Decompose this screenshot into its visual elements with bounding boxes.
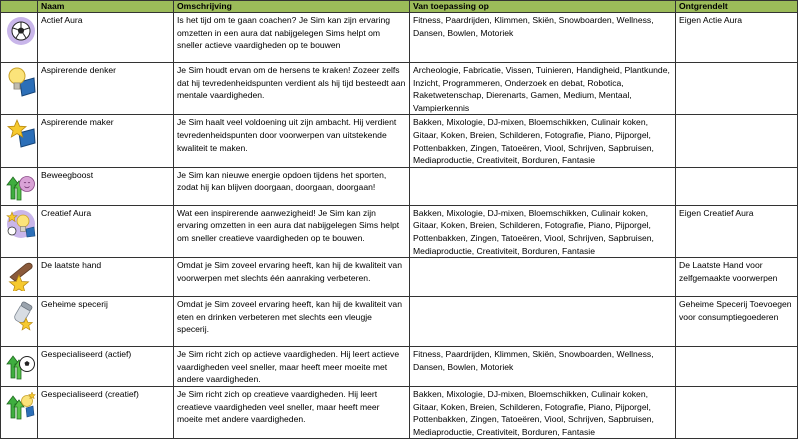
perk-name: Creatief Aura: [38, 205, 174, 257]
perk-applies: Fitness, Paardrijden, Klimmen, Skiën, Snowboarden, Wellness, Dansen, Bowlen, Motoriek: [410, 347, 676, 387]
perk-description: Omdat je Sim zoveel ervaring heeft, kan hij de kwaliteit van voorwerpen met slechts één aanraking verbeteren.: [174, 258, 410, 297]
table-row: [1, 167, 798, 205]
soccer-aura-icon: [6, 16, 36, 46]
perk-unlocks: Eigen Creatief Aura: [676, 205, 798, 257]
perk-applies: Bakken, Mixologie, DJ-mixen, Bloemschikken, Culinair koken, Gitaar, Koken, Breien, Schilderen, Fotografie, Piano, Pijporgel, Pottenbakken, Zingen, Tatoeëren, Viool, Schrijven, Sapbruisen, Mediaproductie, Creativiteit, Borduren, Fantasie: [410, 115, 676, 167]
hand-star-icon: [6, 261, 36, 291]
perk-name: Aspirerende denker: [38, 63, 174, 115]
header-unlocks: Ontgrendelt: [676, 1, 798, 13]
perk-name: Aspirerende maker: [38, 115, 174, 167]
perk-description: Je Sim houdt ervan om de hersens te kraken! Zozeer zelfs dat hij tevredenheidspunten verdient als hij tijd besteedt aan mentale vaardigheden.: [174, 63, 410, 115]
creative-aura-icon: [6, 209, 36, 239]
header-applies: Van toepassing op: [410, 1, 676, 13]
perk-applies: Bakken, Mixologie, DJ-mixen, Bloemschikken, Culinair koken, Gitaar, Koken, Breien, Schilderen, Fotografie, Piano, Pijporgel, Pottenbakken, Zingen, Tatoeëren, Viool, Schrijven, Sapbruisen, Mediaproductie, Creativiteit, Borduren, Fantasie: [410, 205, 676, 257]
perk-description: Wat een inspirerende aanwezigheid! Je Sim kan zijn ervaring omzetten in een aura dat nabijgelegen Sims helpt om sneller creatieve vaardigheden op te bouwen.: [174, 205, 410, 257]
perk-name: Gespecialiseerd (creatief): [38, 386, 174, 438]
perk-description: Omdat je Sim zoveel ervaring heeft, kan hij de kwaliteit van eten en drinken verbeteren met slechts een vleugje specerij.: [174, 297, 410, 347]
table-row: [1, 297, 798, 347]
table-row: [1, 258, 798, 297]
perk-unlocks: [676, 347, 798, 387]
perk-name: Geheime specerij: [38, 297, 174, 347]
lightbulb-book-icon: [6, 66, 36, 96]
perk-name: Actief Aura: [38, 13, 174, 63]
perk-unlocks: De Laatste Hand voor zelfgemaakte voorwerpen: [676, 258, 798, 297]
perk-unlocks: [676, 63, 798, 115]
arrows-soccer-icon: [6, 350, 36, 380]
perk-name: Beweegboost: [38, 167, 174, 205]
arrows-creative-icon: [6, 390, 36, 420]
perk-name: Gespecialiseerd (actief): [38, 347, 174, 387]
perk-name: De laatste hand: [38, 258, 174, 297]
perk-description: Je Sim richt zich op actieve vaardigheden. Hij leert actieve vaardigheden veel sneller, maar heeft meer moeite met andere vaardigheden.: [174, 347, 410, 387]
perk-description: Je Sim kan nieuwe energie opdoen tijdens het sporten, zodat hij kan blijven doorgaan, doorgaan, doorgaan!: [174, 167, 410, 205]
star-book-icon: [6, 118, 36, 148]
table-row: [1, 13, 798, 63]
perk-applies: Archeologie, Fabricatie, Vissen, Tuinieren, Handigheid, Plantkunde, Inzicht, Programmeren, Onderzoek en debat, Robotica, Raketwetenschap, Dierenarts, Gamen, Medium, Mentaal, Vampierkennis: [410, 63, 676, 115]
perk-applies: Fitness, Paardrijden, Klimmen, Skiën, Snowboarden, Wellness, Dansen, Bowlen, Motoriek: [410, 13, 676, 63]
perk-description: Je Sim haalt veel voldoening uit zijn ambacht. Hij verdient tevredenheidspunten door voorwerpen van uitstekende kwaliteit te maken.: [174, 115, 410, 167]
arrows-face-icon: [6, 171, 36, 201]
header-description: Omschrijving: [174, 1, 410, 13]
perk-applies: [410, 258, 676, 297]
table-row: [1, 115, 798, 167]
table-row: [1, 63, 798, 115]
perk-unlocks: Eigen Actie Aura: [676, 13, 798, 63]
header-icon: [1, 1, 38, 13]
salt-shaker-star-icon: [6, 300, 36, 330]
table-row: [1, 205, 798, 257]
perk-unlocks: Geheime Specerij Toevoegen voor consumptiegoederen: [676, 297, 798, 347]
table-row: [1, 386, 798, 438]
perk-unlocks: [676, 167, 798, 205]
perk-applies: [410, 167, 676, 205]
header-row: [1, 1, 798, 13]
perk-applies: [410, 297, 676, 347]
perk-unlocks: [676, 386, 798, 438]
perk-description: Is het tijd om te gaan coachen? Je Sim kan zijn ervaring omzetten in een aura dat nabijgelegen Sims helpt om sneller actieve vaardigheden op te bouwen: [174, 13, 410, 63]
perk-unlocks: [676, 115, 798, 167]
table-row: [1, 347, 798, 387]
perk-description: Je Sim richt zich op creatieve vaardigheden. Hij leert creatieve vaardigheden veel sneller, maar heeft meer moeite met andere vaardigheden.: [174, 386, 410, 438]
perk-applies: Bakken, Mixologie, DJ-mixen, Bloemschikken, Culinair koken, Gitaar, Koken, Breien, Schilderen, Fotografie, Piano, Pijporgel, Pottenbakken, Zingen, Tatoeëren, Viool, Schrijven, Sapbruisen, Mediaproductie, Creativiteit, Borduren, Fantasie: [410, 386, 676, 438]
header-name: Naam: [38, 1, 174, 13]
